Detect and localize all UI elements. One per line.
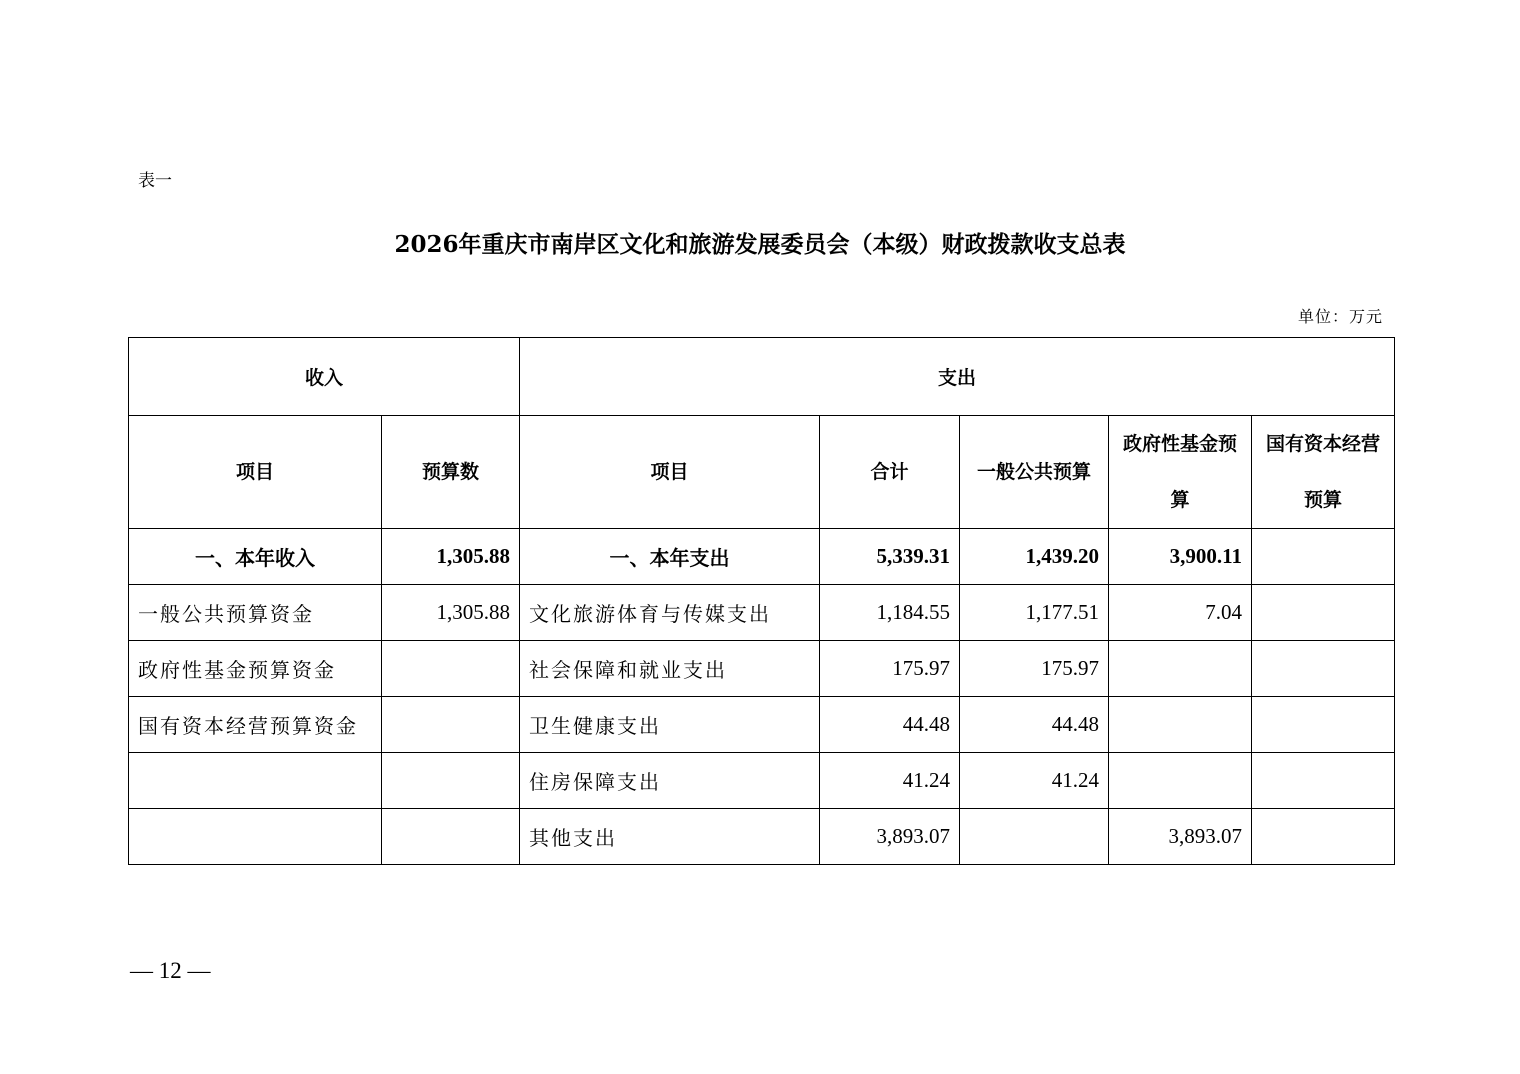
cell-exp-item: 社会保障和就业支出 [520, 641, 820, 697]
cell-general-public-budget: 41.24 [960, 753, 1109, 809]
table-row [129, 585, 1395, 641]
cell-state-capital-budget [1252, 753, 1395, 809]
cell-general-public-budget: 44.48 [960, 697, 1109, 753]
cell-income-budget [382, 697, 520, 753]
cell-gov-fund-budget: 3,900.11 [1109, 529, 1252, 585]
cell-gov-fund-budget [1109, 697, 1252, 753]
col-header-state-capital-budget: 国有资本经营预算 [1252, 416, 1395, 529]
cell-total: 3,893.07 [820, 809, 960, 865]
cell-total: 44.48 [820, 697, 960, 753]
table-row [129, 697, 1395, 753]
cell-state-capital-budget [1252, 697, 1395, 753]
cell-income-item [129, 809, 382, 865]
col-header-income-item: 项目 [129, 416, 382, 529]
cell-income-item: 政府性基金预算资金 [129, 641, 382, 697]
cell-income-budget [382, 641, 520, 697]
table-row [129, 753, 1395, 809]
cell-income-item: 一、本年收入 [129, 529, 382, 585]
col-header-total: 合计 [820, 416, 960, 529]
cell-total: 41.24 [820, 753, 960, 809]
table-body [129, 529, 1395, 865]
page-number: — 12 — [130, 958, 211, 983]
cell-total: 5,339.31 [820, 529, 960, 585]
col-header-gov-fund-budget: 政府性基金预算 [1109, 416, 1252, 529]
cell-income-budget: 1,305.88 [382, 585, 520, 641]
cell-state-capital-budget [1252, 585, 1395, 641]
col-header-income-budget: 预算数 [382, 416, 520, 529]
table-row [129, 641, 1395, 697]
cell-exp-item: 住房保障支出 [520, 753, 820, 809]
expenditure-group-header: 支出 [520, 338, 1395, 416]
table-row-summary [129, 529, 1395, 585]
cell-income-budget [382, 753, 520, 809]
cell-income-budget [382, 809, 520, 865]
cell-income-item [129, 753, 382, 809]
cell-general-public-budget: 1,439.20 [960, 529, 1109, 585]
cell-exp-item: 卫生健康支出 [520, 697, 820, 753]
col-header-general-public-budget: 一般公共预算 [960, 416, 1109, 529]
cell-gov-fund-budget: 7.04 [1109, 585, 1252, 641]
table-label: 表一 [138, 171, 172, 191]
table-row [129, 809, 1395, 865]
page-title: 2026年重庆市南岸区文化和旅游发展委员会（本级）财政拨款收支总表 [394, 231, 1126, 258]
cell-total: 1,184.55 [820, 585, 960, 641]
cell-state-capital-budget [1252, 529, 1395, 585]
income-group-header: 收入 [129, 338, 520, 416]
cell-total: 175.97 [820, 641, 960, 697]
cell-income-item: 一般公共预算资金 [129, 585, 382, 641]
cell-general-public-budget [960, 809, 1109, 865]
cell-exp-item: 一、本年支出 [520, 529, 820, 585]
cell-gov-fund-budget [1109, 753, 1252, 809]
cell-exp-item: 其他支出 [520, 809, 820, 865]
cell-state-capital-budget [1252, 641, 1395, 697]
cell-state-capital-budget [1252, 809, 1395, 865]
cell-gov-fund-budget: 3,893.07 [1109, 809, 1252, 865]
cell-gov-fund-budget [1109, 641, 1252, 697]
budget-table [128, 337, 1395, 865]
col-header-exp-item: 项目 [520, 416, 820, 529]
cell-general-public-budget: 1,177.51 [960, 585, 1109, 641]
cell-income-budget: 1,305.88 [382, 529, 520, 585]
cell-income-item: 国有资本经营预算资金 [129, 697, 382, 753]
unit-label: 单位：万元 [1297, 307, 1383, 326]
cell-general-public-budget: 175.97 [960, 641, 1109, 697]
cell-exp-item: 文化旅游体育与传媒支出 [520, 585, 820, 641]
